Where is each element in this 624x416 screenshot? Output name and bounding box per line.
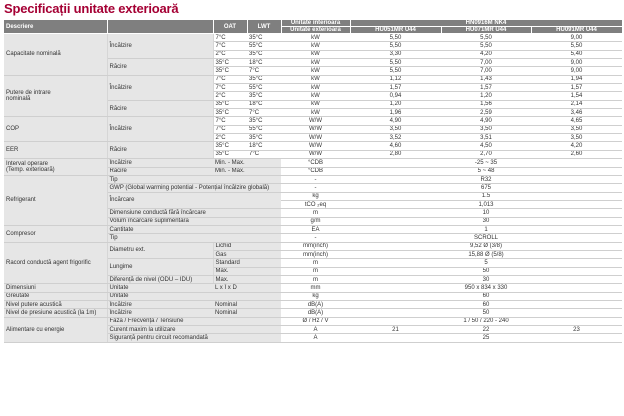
cell: 3,51 — [441, 134, 531, 142]
cell: 1,013 — [350, 200, 622, 208]
row-label: Nivel putere acustică — [4, 301, 107, 309]
cell: 60 — [350, 292, 622, 300]
cell: 55°C — [247, 84, 281, 92]
cell: 23 — [531, 326, 622, 334]
header-model: HU071MR U44 — [441, 27, 531, 34]
row-sublabel: Încălzire — [107, 117, 213, 142]
row-label: Racord conductă agent frigorific — [4, 242, 107, 284]
row-sublabel: Cantitate — [107, 225, 281, 233]
cell: kW — [281, 92, 350, 100]
cell: 3,30 — [350, 50, 441, 58]
cell: 1,57 — [531, 84, 622, 92]
cell: 1,12 — [350, 75, 441, 83]
row-label — [4, 75, 107, 117]
cell: 1,94 — [531, 75, 622, 83]
cell: 55°C — [247, 42, 281, 50]
cell: 4,60 — [350, 142, 441, 150]
row-label: Greutate — [4, 292, 107, 300]
row-sublabel: Tip — [107, 175, 281, 183]
cell: 22 — [441, 326, 531, 334]
cell: 7,00 — [441, 59, 531, 67]
row-sublabel: Încălzire — [107, 309, 213, 317]
cell: kW — [281, 50, 350, 58]
cell: °CDB — [281, 159, 350, 167]
cell: tCO ₂eq — [281, 200, 350, 208]
page-title: Specificații unitate exterioară — [4, 1, 179, 16]
row-label: EER — [4, 142, 107, 159]
cell: R32 — [350, 175, 622, 183]
cell: 3,46 — [531, 109, 622, 117]
cell: EA — [281, 225, 350, 233]
cell: 1,96 — [350, 109, 441, 117]
cell: 1,20 — [350, 100, 441, 108]
row-sublabel: Răcire — [107, 142, 213, 159]
row-sublabel: Lungime — [107, 259, 213, 276]
cell: Gas — [213, 250, 281, 258]
cell: 35°C — [213, 109, 247, 117]
cell: 35°C — [247, 117, 281, 125]
cell: 4,65 — [531, 117, 622, 125]
cell: 7°C — [247, 150, 281, 158]
cell: 1,56 — [441, 100, 531, 108]
header-descriere: Descriere — [4, 20, 107, 34]
cell: 5 ~ 48 — [350, 167, 622, 175]
cell: 9,00 — [531, 59, 622, 67]
row-label-line: nominală — [6, 96, 31, 103]
cell: 7°C — [213, 125, 247, 133]
cell: 35°C — [213, 59, 247, 67]
cell: 15,88 Ø (5/8) — [350, 250, 622, 258]
cell: 3,50 — [441, 125, 531, 133]
cell: 2,80 — [350, 150, 441, 158]
header-unitate-interioara: Unitate interioară — [281, 20, 350, 27]
cell: 25 — [350, 334, 622, 342]
row-sublabel: Tip — [107, 234, 281, 242]
spec-table — [4, 20, 623, 343]
cell: kg — [281, 192, 350, 200]
cell: m — [281, 209, 350, 217]
cell: 9,00 — [531, 67, 622, 75]
cell: 2,59 — [441, 109, 531, 117]
cell: 1,57 — [441, 84, 531, 92]
cell: 35°C — [247, 134, 281, 142]
cell: 5 — [350, 259, 622, 267]
cell: 7°C — [213, 117, 247, 125]
cell: Nominal — [213, 309, 281, 317]
cell: 18°C — [247, 100, 281, 108]
cell: 35°C — [213, 150, 247, 158]
cell: 2,70 — [441, 150, 531, 158]
cell: 675 — [350, 184, 622, 192]
cell: 5,50 — [350, 59, 441, 67]
cell: 7°C — [213, 84, 247, 92]
cell: kW — [281, 42, 350, 50]
row-sublabel: Siguranță pentru circuit recomandată — [107, 334, 281, 342]
cell: 2°C — [213, 134, 247, 142]
cell: 7°C — [213, 34, 247, 42]
cell: 35°C — [247, 75, 281, 83]
cell: 1.5 — [350, 192, 622, 200]
cell: kg — [281, 292, 350, 300]
header-indoor-model: HN0916M NK4 — [350, 20, 622, 27]
cell: W/W — [281, 150, 350, 158]
cell: 2°C — [213, 92, 247, 100]
cell: Min. - Max. — [213, 159, 281, 167]
cell: Ø / Hz / V — [281, 317, 350, 325]
cell: W/W — [281, 125, 350, 133]
row-sublabel: Unitate — [107, 292, 281, 300]
cell: L x Î x D — [213, 284, 281, 292]
row-label-line: Putere de intrare — [6, 90, 51, 97]
cell: W/W — [281, 134, 350, 142]
row-label: Compresor — [4, 225, 107, 242]
cell: 30 — [350, 217, 622, 225]
table-row — [4, 142, 622, 150]
cell: Min. - Max. — [213, 167, 281, 175]
row-sublabel: Curent maxim la utilizare — [107, 326, 281, 334]
cell: 50 — [350, 267, 622, 275]
row-sublabel: Diferență de nivel (ODU – IDU) — [107, 275, 213, 283]
row-label: Dimensiuni — [4, 284, 107, 292]
cell: 30 — [350, 275, 622, 283]
cell: Lichid — [213, 242, 281, 250]
row-sublabel: Încărcare — [107, 192, 281, 209]
cell: dB(A) — [281, 301, 350, 309]
row-label-line: (Temp. exterioară) — [6, 167, 55, 173]
cell: kW — [281, 59, 350, 67]
row-sublabel: Volum încărcare suplimentară — [107, 217, 281, 225]
cell: 18°C — [247, 59, 281, 67]
row-sublabel: Încălzire — [107, 75, 213, 100]
cell: 4,90 — [441, 117, 531, 125]
row-label: Refrigerant — [4, 175, 107, 225]
cell: 3,52 — [350, 134, 441, 142]
cell: 21 — [350, 326, 441, 334]
cell: 9,00 — [531, 34, 622, 42]
cell: kW — [281, 109, 350, 117]
cell: 7°C — [213, 42, 247, 50]
cell: 35°C — [213, 142, 247, 150]
cell: Max. — [213, 267, 281, 275]
cell: 50 — [350, 309, 622, 317]
cell: A — [281, 334, 350, 342]
table-row — [4, 301, 622, 309]
header-lwt: LWT — [247, 20, 281, 34]
cell: 1 / 50 / 220 - 240 — [350, 317, 622, 325]
row-sublabel: Dimensiune conductă fără încărcare — [107, 209, 281, 217]
cell: 10 — [350, 209, 622, 217]
cell: 4,20 — [531, 142, 622, 150]
table-row — [4, 225, 622, 233]
table-row — [4, 317, 622, 325]
table-row — [4, 34, 622, 42]
cell: kW — [281, 34, 350, 42]
header-unitate-exterioara: Unitate exterioară — [281, 27, 350, 34]
cell: Standard — [213, 259, 281, 267]
row-sublabel: Fază / Frecvență / Tensiune — [107, 317, 281, 325]
table-row — [4, 75, 622, 83]
row-sublabel: Încălzire — [107, 301, 213, 309]
cell: - — [281, 175, 350, 183]
cell: 5,50 — [350, 34, 441, 42]
cell: - — [281, 184, 350, 192]
table-row — [4, 242, 622, 250]
cell: 7°C — [247, 109, 281, 117]
cell: - — [281, 234, 350, 242]
cell: kW — [281, 67, 350, 75]
cell: 1,54 — [531, 92, 622, 100]
cell: 1,43 — [441, 75, 531, 83]
row-label: Capacitate nominală — [4, 34, 107, 76]
cell: 35°C — [247, 34, 281, 42]
cell: 0,94 — [350, 92, 441, 100]
cell: °CDB — [281, 167, 350, 175]
table-row — [4, 284, 622, 292]
row-sublabel: Răcire — [107, 59, 213, 76]
cell: kW — [281, 84, 350, 92]
row-sublabel: Răcire — [107, 100, 213, 117]
cell: 35°C — [247, 50, 281, 58]
cell: 7°C — [213, 75, 247, 83]
cell: 1,57 — [350, 84, 441, 92]
cell: 3,50 — [350, 125, 441, 133]
cell: 3,50 — [531, 125, 622, 133]
cell: 2°C — [213, 50, 247, 58]
row-sublabel: Încălzire — [107, 159, 213, 167]
cell: 7°C — [247, 67, 281, 75]
cell: 4,90 — [350, 117, 441, 125]
table-row — [4, 292, 622, 300]
cell: 35°C — [213, 100, 247, 108]
cell: W/W — [281, 117, 350, 125]
row-sublabel: Răcire — [107, 167, 213, 175]
cell: 7,00 — [441, 67, 531, 75]
cell: mm(inch) — [281, 250, 350, 258]
cell: A — [281, 326, 350, 334]
header-model: HU091MR U44 — [531, 27, 622, 34]
header-blank — [107, 20, 213, 34]
cell: 1 — [350, 225, 622, 233]
cell: 9,52 Ø (3/8) — [350, 242, 622, 250]
cell: g/m — [281, 217, 350, 225]
header-oat: OAT — [213, 20, 247, 34]
table-row — [4, 159, 622, 167]
row-sublabel: Diametru ext. — [107, 242, 213, 259]
table-row — [4, 117, 622, 125]
cell: 55°C — [247, 125, 281, 133]
row-label: Alimentare cu energie — [4, 317, 107, 342]
cell: SCROLL — [350, 234, 622, 242]
table-row — [4, 309, 622, 317]
cell: dB(A) — [281, 309, 350, 317]
cell: 2,60 — [531, 150, 622, 158]
cell: 5,50 — [531, 42, 622, 50]
row-label: Nivel de presiune acustică (la 1m) — [4, 309, 107, 317]
cell: 5,40 — [531, 50, 622, 58]
cell: 5,50 — [441, 42, 531, 50]
row-sublabel: GWP (Global warming potential - Potențial încălzire globală) — [107, 184, 281, 192]
cell: mm — [281, 284, 350, 292]
cell: 3,50 — [531, 134, 622, 142]
cell: W/W — [281, 142, 350, 150]
cell: 2,14 — [531, 100, 622, 108]
row-label: COP — [4, 117, 107, 142]
row-label — [4, 159, 107, 176]
header-model: HU051MR U44 — [350, 27, 441, 34]
cell: 1,20 — [441, 92, 531, 100]
cell: 5,50 — [350, 67, 441, 75]
cell: Max. — [213, 275, 281, 283]
cell: m — [281, 275, 350, 283]
cell: 35°C — [247, 92, 281, 100]
cell: kW — [281, 100, 350, 108]
cell: 60 — [350, 301, 622, 309]
cell: m — [281, 259, 350, 267]
cell: 950 x 834 x 330 — [350, 284, 622, 292]
cell: -25 ~ 35 — [350, 159, 622, 167]
cell: mm(inch) — [281, 242, 350, 250]
cell: 4,50 — [441, 142, 531, 150]
row-sublabel: Unitate — [107, 284, 213, 292]
table-row — [4, 175, 622, 183]
cell: m — [281, 267, 350, 275]
cell: Nominal — [213, 301, 281, 309]
cell: 5,50 — [441, 34, 531, 42]
row-label-line: Interval operare — [6, 161, 49, 167]
cell: kW — [281, 75, 350, 83]
cell: 4,20 — [441, 50, 531, 58]
cell: 5,50 — [350, 42, 441, 50]
cell: 35°C — [213, 67, 247, 75]
cell: 18°C — [247, 142, 281, 150]
row-sublabel: Încălzire — [107, 34, 213, 59]
